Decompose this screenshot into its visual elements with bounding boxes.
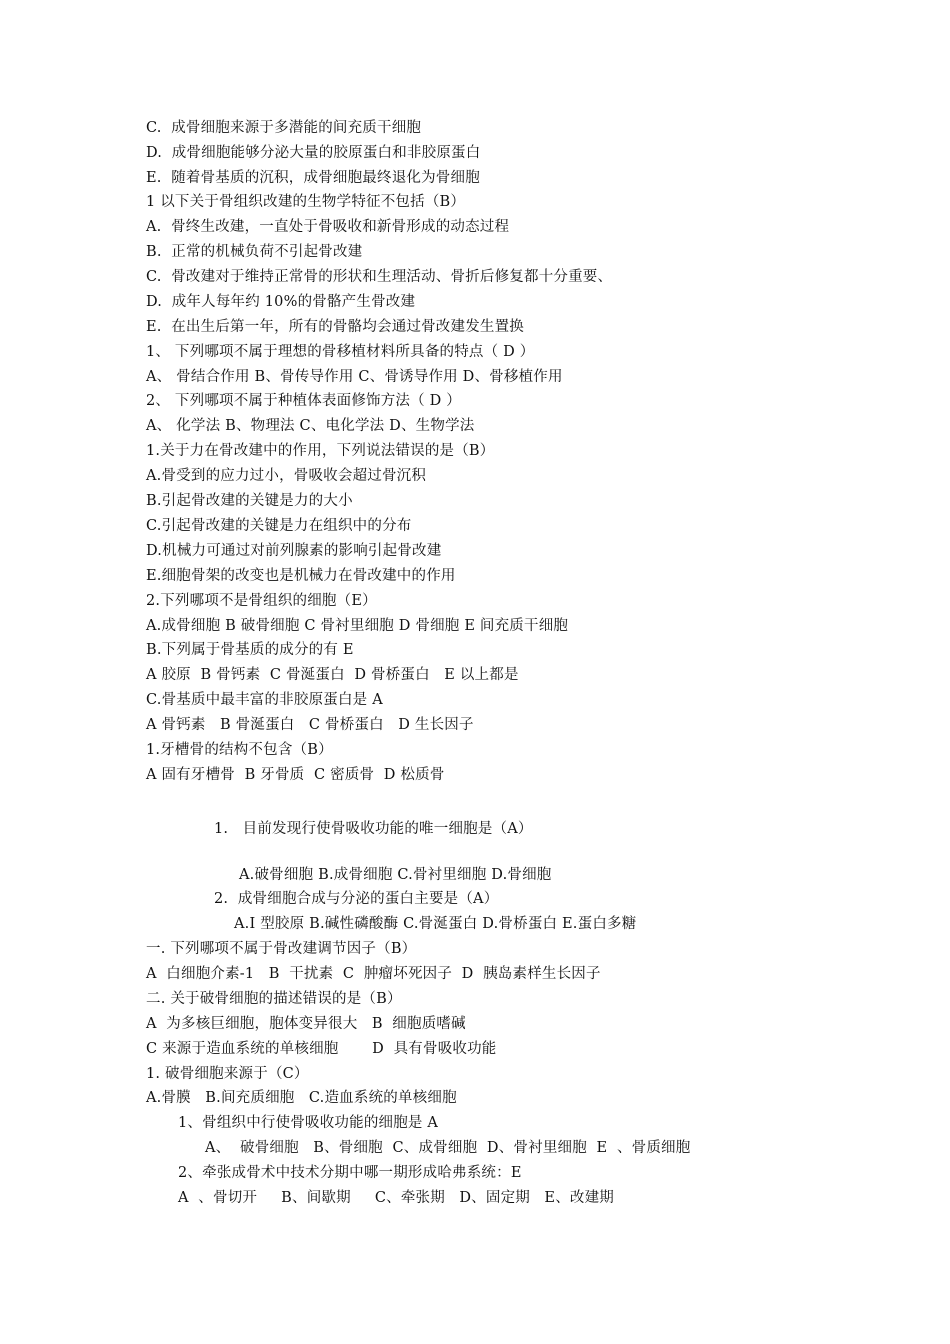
- text-line: D. 成年人每年约 10%的骨骼产生骨改建: [146, 294, 416, 310]
- text-line: B.下列属于骨基质的成分的有 E: [146, 642, 354, 658]
- text-line: E. 随着骨基质的沉积，成骨细胞最终退化为骨细胞: [146, 170, 480, 186]
- text-line: A. 骨终生改建，一直处于骨吸收和新骨形成的动态过程: [146, 219, 510, 235]
- text-line: D. 成骨细胞能够分泌大量的胶原蛋白和非胶原蛋白: [146, 145, 481, 161]
- text-line: A 骨钙素 B 骨涎蛋白 C 骨桥蛋白 D 生长因子: [146, 717, 474, 733]
- text-line: B. 正常的机械负荷不引起骨改建: [146, 244, 363, 260]
- text-line: C. 成骨细胞来源于多潜能的间充质干细胞: [146, 120, 422, 136]
- text-line: C 来源于造血系统的单核细胞 D 具有骨吸收功能: [146, 1041, 497, 1057]
- text-line: A 固有牙槽骨 B 牙骨质 C 密质骨 D 松质骨: [146, 767, 445, 783]
- text-line: A、 骨结合作用 B、骨传导作用 C、骨诱导作用 D、骨移植作用: [146, 369, 563, 385]
- text-line: 1.关于力在骨改建中的作用，下列说法错误的是（B）: [146, 443, 495, 459]
- text-line: B.引起骨改建的关键是力的大小: [146, 493, 353, 509]
- text-line: 1、 下列哪项不属于理想的骨移植材料所具备的特点（ D ）: [146, 344, 535, 360]
- text-line: A 胶原 B 骨钙素 C 骨涎蛋白 D 骨桥蛋白 E 以上都是: [146, 667, 519, 683]
- text-line: A、 破骨细胞 B、骨细胞 C、成骨细胞 D、骨衬里细胞 E 、骨质细胞: [205, 1140, 691, 1156]
- text-line: A 、骨切开 B、间歇期 C、牵张期 D、固定期 E、改建期: [178, 1190, 614, 1206]
- text-line: A.成骨细胞 B 破骨细胞 C 骨衬里细胞 D 骨细胞 E 间充质干细胞: [146, 618, 569, 634]
- text-line: A.骨膜 B.间充质细胞 C.造血系统的单核细胞: [146, 1090, 457, 1106]
- text-line: 二. 关于破骨细胞的描述错误的是（B）: [146, 991, 402, 1007]
- text-line: 1.牙槽骨的结构不包含（B）: [146, 742, 333, 758]
- text-line: A 白细胞介素-1 B 干扰素 C 肿瘤坏死因子 D 胰岛素样生长因子: [146, 966, 601, 982]
- text-line: D.机械力可通过对前列腺素的影响引起骨改建: [146, 543, 442, 559]
- text-line: A 为多核巨细胞，胞体变异很大 B 细胞质嗜碱: [146, 1016, 466, 1032]
- text-line: E. 在出生后第一年，所有的骨骼均会通过骨改建发生置换: [146, 319, 525, 335]
- text-line: 2、牵张成骨术中技术分期中哪一期形成哈弗系统：E: [178, 1165, 522, 1181]
- text-line: A.破骨细胞 B.成骨细胞 C.骨衬里细胞 D.骨细胞: [239, 867, 552, 883]
- text-line: A、 化学法 B、物理法 C、电化学法 D、生物学法: [146, 418, 475, 434]
- text-line: 1. 目前发现行使骨吸收功能的唯一细胞是（A）: [214, 821, 533, 837]
- text-line: 1、骨组织中行使骨吸收功能的细胞是 A: [178, 1115, 439, 1131]
- text-line: 1. 破骨细胞来源于（C）: [146, 1066, 309, 1082]
- text-line: 2. 成骨细胞合成与分泌的蛋白主要是（A）: [214, 891, 499, 907]
- text-line: C.骨基质中最丰富的非胶原蛋白是 A: [146, 692, 383, 708]
- text-line: 1 以下关于骨组织改建的生物学特征不包括（B）: [146, 194, 466, 210]
- text-line: A.骨受到的应力过小，骨吸收会超过骨沉积: [146, 468, 427, 484]
- text-line: 2、 下列哪项不属于种植体表面修饰方法（ D ）: [146, 393, 461, 409]
- text-line: A.I 型胶原 B.碱性磷酸酶 C.骨涎蛋白 D.骨桥蛋白 E.蛋白多糖: [234, 916, 637, 932]
- text-line: C.引起骨改建的关键是力在组织中的分布: [146, 518, 412, 534]
- text-line: 2.下列哪项不是骨组织的细胞（E）: [146, 593, 377, 609]
- text-line: 一. 下列哪项不属于骨改建调节因子（B）: [146, 941, 417, 957]
- text-line: C. 骨改建对于维持正常骨的形状和生理活动、骨折后修复都十分重要、: [146, 269, 613, 285]
- text-line: E.细胞骨架的改变也是机械力在骨改建中的作用: [146, 568, 456, 584]
